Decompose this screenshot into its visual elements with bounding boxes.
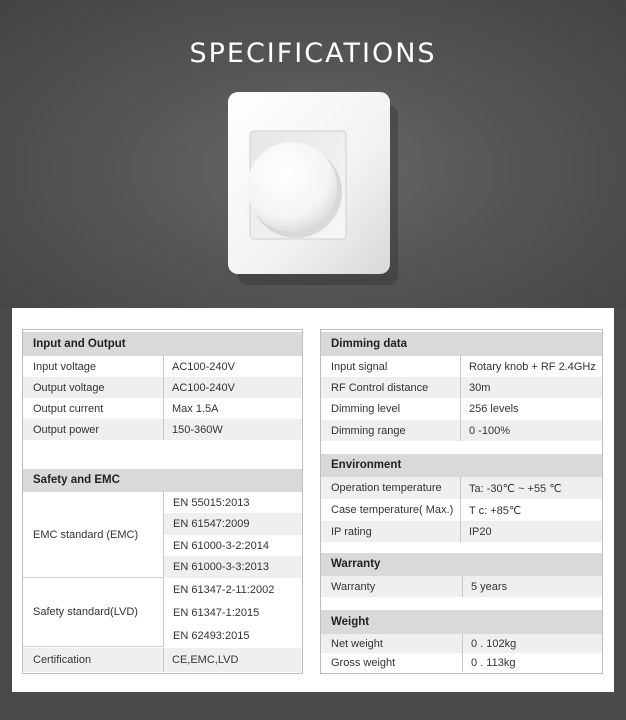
emc-standard-label: EMC standard (EMC) — [23, 492, 163, 578]
table-row: Operation temperature Ta: -30℃ ~ +55 ℃ — [321, 477, 602, 499]
table-row: Case temperature( Max.) T c: +85℃ — [321, 499, 602, 521]
table-row: Certification CE,EMC,LVD — [23, 648, 302, 672]
page-title: SPECIFICATIONS — [189, 38, 437, 69]
table-row: Dimming level 256 levels — [321, 398, 602, 420]
section-header-environment: Environment — [321, 454, 602, 477]
table-row: RF Control distance 30m — [321, 377, 602, 398]
emc-standard-value: EN 55015:2013 — [163, 492, 302, 513]
section-header-weight: Weight — [321, 610, 602, 634]
table-row: Input voltage AC100-240V — [23, 356, 302, 377]
safety-standard-label: Safety standard(LVD) — [23, 578, 163, 647]
table-row: Dimming range 0 -100% — [321, 420, 602, 441]
table-row: Output power 150-360W — [23, 419, 302, 440]
emc-standard-value: EN 61547:2009 — [163, 513, 302, 535]
right-spec-table — [320, 329, 603, 674]
emc-standard-value: EN 61000-3-2:2014 — [163, 535, 302, 556]
table-row: Gross weight 0 . 113kg — [321, 653, 602, 672]
spec-sheet — [12, 308, 614, 692]
table-row: Net weight 0 . 102kg — [321, 634, 602, 653]
section-header-safety-emc: Safety and EMC — [23, 469, 302, 492]
table-row: Warranty 5 years — [321, 576, 602, 597]
rotary-dimmer-image — [0, 0, 626, 308]
section-header-warranty: Warranty — [321, 553, 602, 576]
table-row: Input signal Rotary knob + RF 2.4GHz — [321, 356, 602, 377]
table-row: Output current Max 1.5A — [23, 398, 302, 419]
footer-band — [0, 692, 626, 720]
section-header-dimming: Dimming data — [321, 332, 602, 356]
table-row: IP rating IP20 — [321, 521, 602, 542]
table-row: Output voltage AC100-240V — [23, 377, 302, 398]
safety-standard-value: EN 62493:2015 — [163, 624, 302, 647]
emc-standard-value: EN 61000-3-3:2013 — [163, 556, 302, 578]
left-spec-table — [22, 329, 303, 674]
safety-standard-value: EN 61347-1:2015 — [163, 601, 302, 624]
section-header-input-output: Input and Output — [23, 332, 302, 356]
safety-standard-value: EN 61347-2-11:2002 — [163, 578, 302, 601]
